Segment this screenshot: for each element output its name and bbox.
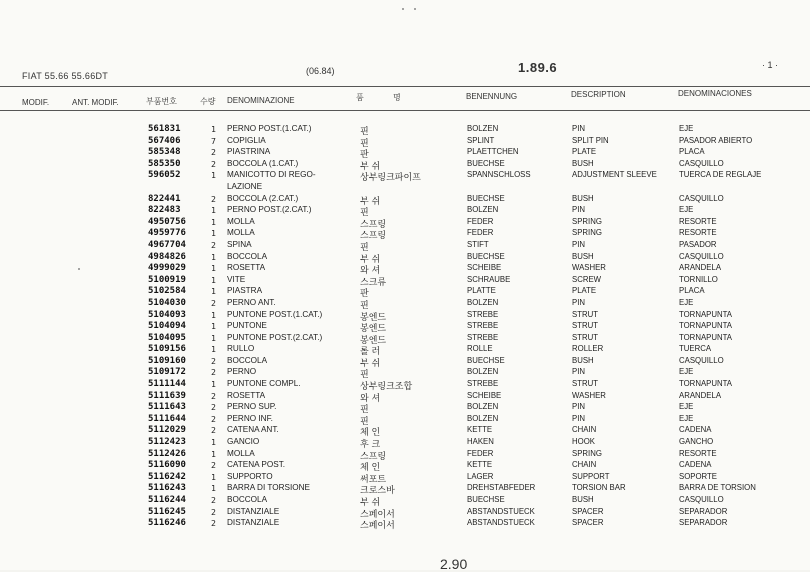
name-english: SPLIT PIN [572,135,609,145]
table-row [0,437,810,449]
name-korean: 체 인 [360,428,381,439]
name-english: STRUT [572,379,598,389]
name-korean: 스프링 [360,219,387,230]
name-spanish: EJE [679,402,694,412]
name-spanish: PASADOR [679,239,717,249]
name-german: ABSTANDSTUECK [467,506,535,516]
name-italian: PUNTONE POST.(2.CAT.) [227,332,323,342]
name-spanish: TORNAPUNTA [679,309,732,319]
name-italian: PUNTONE [227,321,267,331]
quantity: 1 [211,379,216,390]
quantity: 2 [211,147,216,158]
table-row [0,495,810,507]
quantity: 1 [211,228,216,239]
table-row [0,333,810,345]
name-english: PIN [572,402,585,412]
part-number: 5112423 [148,437,186,448]
name-german: SCHEIBE [467,263,502,273]
table-row [0,425,810,437]
name-italian: MOLLA [227,448,255,458]
page-code: 1.89.6 [518,60,558,75]
part-number: 4967704 [148,239,186,250]
table-row [0,298,810,310]
name-english: SUPPORT [572,471,610,481]
part-number: 5104095 [148,332,186,343]
name-italian: PIASTRINA [227,147,271,157]
name-korean: 핀 [360,208,369,219]
name-korean: 판 [360,289,369,300]
name-spanish: CASQUILLO [679,251,724,261]
sheet-number: · 1 · [762,60,779,70]
name-spanish: EJE [679,297,694,307]
name-english: HOOK [572,437,595,447]
quantity: 2 [211,506,216,517]
table-row [0,402,810,414]
name-german: BOLZEN [467,402,499,412]
table-row [0,124,810,136]
name-italian: BOCCOLA [227,251,268,261]
name-korean: 봉엔드 [360,335,387,346]
part-number: 822483 [148,205,181,216]
quantity: 2 [211,460,216,471]
name-korean: 롤 러 [360,347,381,358]
table-row [0,321,810,333]
name-english: PLATE [572,286,597,296]
name-korean: 판 [360,150,369,161]
name-english: BUSH [572,193,594,203]
name-korean: 봉엔드 [360,312,387,323]
part-number: 4950756 [148,216,186,227]
name-german: STIFT [467,239,489,249]
name-english: SPRING [572,228,602,238]
table-row [0,414,810,426]
name-spanish: SEPARADOR [679,506,728,516]
name-korean: 핀 [360,405,369,416]
name-italian: BOCCOLA [227,355,268,365]
quantity: 1 [211,344,216,355]
column-header-korean-2: 명 [393,93,401,102]
quantity: 2 [211,518,216,529]
quantity: 1 [211,483,216,494]
part-number: 585348 [148,147,181,158]
part-number: 5104094 [148,321,186,332]
name-korean: 핀 [360,300,369,311]
name-spanish: CADENA [679,460,712,470]
name-italian: CATENA ANT. [227,425,279,435]
name-spanish: CASQUILLO [679,158,724,168]
name-english: SPRING [572,216,602,226]
name-german: SPANNSCHLOSS [467,170,531,180]
column-header-qty: 수량 [200,97,216,106]
table-row [0,310,810,322]
name-korean: 상부링크조합 [360,382,413,393]
name-german: FEDER [467,448,494,458]
name-english: BUSH [572,355,594,365]
name-spanish: EJE [679,367,694,377]
name-italian: DISTANZIALE [227,506,280,516]
name-italian: BOCCOLA (2.CAT.) [227,193,299,203]
name-german: PLAETTCHEN [467,147,519,157]
name-german: SPLINT [467,135,495,145]
name-italian: PERNO SUP. [227,402,277,412]
table-row [0,367,810,379]
name-italian: VITE [227,274,246,284]
scan-speck [402,8,404,10]
name-english: SPACER [572,506,604,516]
part-number: 596052 [148,170,181,181]
name-italian: PUNTONE POST.(1.CAT.) [227,309,323,319]
name-german: STREBE [467,379,499,389]
name-german: KETTE [467,425,493,435]
name-english: PIN [572,297,585,307]
table-row [0,159,810,171]
quantity: 1 [211,251,216,262]
header-rule-bottom [0,110,810,111]
name-spanish: PASADOR ABIERTO [679,135,753,145]
name-spanish: TUERCA [679,344,712,354]
name-korean: 체 인 [360,463,381,474]
header-rule-top [0,86,810,87]
quantity: 1 [211,286,216,297]
name-german: HAKEN [467,437,494,447]
column-header-description: DESCRIPTION [571,90,626,99]
name-korean: 와 셔 [360,393,381,404]
part-number: 5112029 [148,425,186,436]
name-spanish: TORNILLO [679,274,718,284]
part-number: 585350 [148,158,181,169]
edition-date: (06.84) [306,66,335,76]
name-korean: 핀 [360,127,369,137]
name-german: BOLZEN [467,124,499,133]
name-spanish: ARANDELA [679,263,722,273]
column-header-part-no: 부품번호 [146,97,177,106]
quantity: 1 [211,448,216,459]
name-italian: GANCIO [227,437,260,447]
name-english: ROLLER [572,344,604,354]
name-english: ADJUSTMENT SLEEVE [572,170,657,180]
name-german: BUECHSE [467,251,505,261]
table-row [0,194,810,206]
name-spanish: CADENA [679,425,712,435]
name-spanish: TORNAPUNTA [679,379,732,389]
name-german: SCHRAUBE [467,274,511,284]
name-spanish: PLACA [679,147,705,157]
name-english: PIN [572,413,585,423]
part-number: 5100919 [148,274,186,285]
table-row [0,518,810,530]
name-german: BUECHSE [467,495,505,504]
name-italian: RULLO [227,344,255,354]
name-german: STREBE [467,309,499,319]
name-korean: 써포트 [360,474,387,485]
name-german: PLATTE [467,286,496,296]
table-row [0,228,810,240]
name-korean: 부 쉬 [360,498,381,508]
part-number: 5104093 [148,309,186,320]
column-header-modif: MODIF. [22,98,50,107]
name-korean: 스프링 [360,451,387,462]
name-italian: COPIGLIA [227,135,266,145]
quantity: 7 [211,135,216,146]
part-number: 5111639 [148,390,186,401]
quantity: 2 [211,297,216,308]
name-korean: 스페이서 [360,521,395,532]
name-german: KETTE [467,460,493,470]
quantity: 2 [211,495,216,505]
name-english: STRUT [572,309,598,319]
table-row [0,217,810,229]
column-header-denominazione: DENOMINAZIONE [227,96,295,105]
part-number: 5104030 [148,297,186,308]
name-spanish: RESORTE [679,216,717,226]
quantity: 2 [211,413,216,424]
table-row [0,507,810,519]
name-english: BUSH [572,495,594,504]
part-number: 5116246 [148,518,186,529]
name-english: SPACER [572,518,604,528]
table-row [0,449,810,461]
name-korean: 핀 [360,138,369,149]
name-english: WASHER [572,390,606,400]
name-german: FEDER [467,228,494,238]
quantity: 1 [211,170,216,181]
name-italian: MANICOTTO DI REGO- [227,170,316,180]
table-row [0,483,810,495]
name-korean: 부 쉬 [360,254,381,265]
name-english: SCREW [572,274,602,284]
part-number: 5102584 [148,286,186,297]
quantity: 2 [211,158,216,169]
name-spanish: EJE [679,124,694,133]
name-english: CHAIN [572,460,597,470]
name-italian: MOLLA [227,216,255,226]
name-spanish: TORNAPUNTA [679,332,732,342]
name-english: BUSH [572,251,594,261]
table-row [0,460,810,472]
table-row [0,240,810,252]
quantity: 1 [211,332,216,343]
name-spanish: RESORTE [679,448,717,458]
name-spanish: RESORTE [679,228,717,238]
parts-table [0,124,810,530]
column-header-denominaciones: DENOMINACIONES [678,89,752,98]
name-korean: 스크류 [360,277,387,288]
name-italian: PERNO POST.(2.CAT.) [227,205,312,215]
name-german: BOLZEN [467,297,499,307]
column-header-korean-1: 품 [356,93,364,102]
name-english: PLATE [572,147,597,157]
name-korean: 핀 [360,370,369,381]
name-english: PIN [572,239,585,249]
name-italian: ROSETTA [227,390,266,400]
name-german: STREBE [467,321,499,331]
name-italian: SPINA [227,239,252,249]
table-row [0,344,810,356]
name-spanish: TUERCA DE REGLAJE [679,170,762,180]
quantity: 2 [211,193,216,204]
part-number: 5111643 [148,402,186,413]
table-row [0,136,810,148]
name-german: DREHSTABFEDER [467,483,536,493]
name-spanish: SOPORTE [679,471,717,481]
table-row [0,356,810,368]
footer-page-number: 2.90 [440,556,468,572]
name-spanish: SEPARADOR [679,518,728,528]
name-german: ROLLE [467,344,493,354]
part-number: 5109160 [148,355,186,366]
quantity: 2 [211,402,216,413]
name-italian: CATENA POST. [227,460,286,470]
name-italian: PERNO [227,367,257,377]
name-spanish: CASQUILLO [679,193,724,203]
name-italian: LAZIONE [227,181,263,191]
quantity: 1 [211,205,216,216]
part-number: 5116243 [148,483,186,494]
name-german: LAGER [467,471,494,481]
name-korean: 핀 [360,242,369,253]
part-number: 5116244 [148,495,186,505]
name-german: BOLZEN [467,205,499,215]
part-number: 5116245 [148,506,186,517]
name-english: STRUT [572,321,598,331]
table-row [0,263,810,275]
name-korean: 부 쉬 [360,196,381,207]
quantity: 2 [211,390,216,401]
name-english: PIN [572,124,585,133]
quantity: 2 [211,367,216,378]
name-german: BUECHSE [467,355,505,365]
name-italian: SUPPORTO [227,471,273,481]
name-korean: 스페이서 [360,509,395,520]
name-english: PIN [572,367,585,377]
name-korean: 부 쉬 [360,358,381,369]
scan-speck [414,8,416,10]
name-english: WASHER [572,263,606,273]
part-number: 5109156 [148,344,186,355]
name-italian: MOLLA [227,228,255,238]
name-korean: 상부링크파이프 [360,173,421,184]
name-english: TORSION BAR [572,483,626,493]
name-italian: PUNTONE COMPL. [227,379,301,389]
quantity: 1 [211,471,216,482]
quantity: 1 [211,321,216,332]
part-number: 4959776 [148,228,186,239]
quantity: 1 [211,124,216,134]
name-english: CHAIN [572,425,597,435]
name-spanish: EJE [679,413,694,423]
part-number: 5112426 [148,448,186,459]
name-korean: 스프링 [360,231,387,242]
name-spanish: GANCHO [679,437,714,447]
part-number: 561831 [148,124,181,134]
table-row [0,286,810,298]
name-spanish: PLACA [679,286,705,296]
column-header-ant-modif: ANT. MODIF. [72,98,119,107]
table-row [0,182,810,194]
name-italian: PIASTRA [227,286,263,296]
column-header-benennung: BENENNUNG [466,92,518,101]
name-english: PIN [572,205,585,215]
table-row [0,252,810,264]
name-german: ABSTANDSTUECK [467,518,535,528]
name-korean: 핀 [360,416,369,427]
name-korean: 부 쉬 [360,161,381,172]
name-italian: BOCCOLA (1.CAT.) [227,158,299,168]
name-spanish: BARRA DE TORSION [679,483,756,493]
name-german: FEDER [467,216,494,226]
name-spanish: EJE [679,205,694,215]
quantity: 1 [211,216,216,227]
name-spanish: ARANDELA [679,390,722,400]
name-german: BOLZEN [467,367,499,377]
name-english: SPRING [572,448,602,458]
table-row [0,472,810,484]
scan-speck [78,268,80,270]
quantity: 2 [211,355,216,366]
name-german: STREBE [467,332,499,342]
name-german: BUECHSE [467,158,505,168]
name-spanish: TORNAPUNTA [679,321,732,331]
part-number: 5116242 [148,471,186,482]
part-number: 567406 [148,135,181,146]
part-number: 5109172 [148,367,186,378]
part-number: 5111644 [148,413,186,424]
name-spanish: CASQUILLO [679,495,724,504]
part-number: 4999029 [148,263,186,274]
name-spanish: CASQUILLO [679,355,724,365]
quantity: 1 [211,263,216,274]
part-number: 5116090 [148,460,186,471]
quantity: 1 [211,437,216,448]
table-row [0,379,810,391]
model-label: FIAT 55.66 55.66DT [22,71,109,81]
name-english: STRUT [572,332,598,342]
table-row [0,147,810,159]
name-italian: PERNO POST.(1.CAT.) [227,124,312,133]
table-row [0,275,810,287]
name-italian: PERNO INF. [227,413,273,423]
name-german: BUECHSE [467,193,505,203]
table-row [0,170,810,182]
quantity: 2 [211,239,216,250]
quantity: 2 [211,425,216,436]
quantity: 1 [211,274,216,285]
table-row [0,205,810,217]
name-italian: DISTANZIALE [227,518,280,528]
name-korean: 크로스바 [360,486,395,497]
table-row [0,391,810,403]
quantity: 1 [211,309,216,320]
name-italian: ROSETTA [227,263,266,273]
name-english: BUSH [572,158,594,168]
part-number: 4984826 [148,251,186,262]
name-korean: 봉엔드 [360,324,387,335]
part-number: 5111144 [148,379,186,390]
name-italian: BARRA DI TORSIONE [227,483,310,493]
part-number: 822441 [148,193,181,204]
name-korean: 후 크 [360,440,381,451]
name-german: SCHEIBE [467,390,502,400]
name-korean: 와 셔 [360,266,381,277]
name-german: BOLZEN [467,413,499,423]
name-italian: PERNO ANT. [227,297,276,307]
name-italian: BOCCOLA [227,495,268,504]
